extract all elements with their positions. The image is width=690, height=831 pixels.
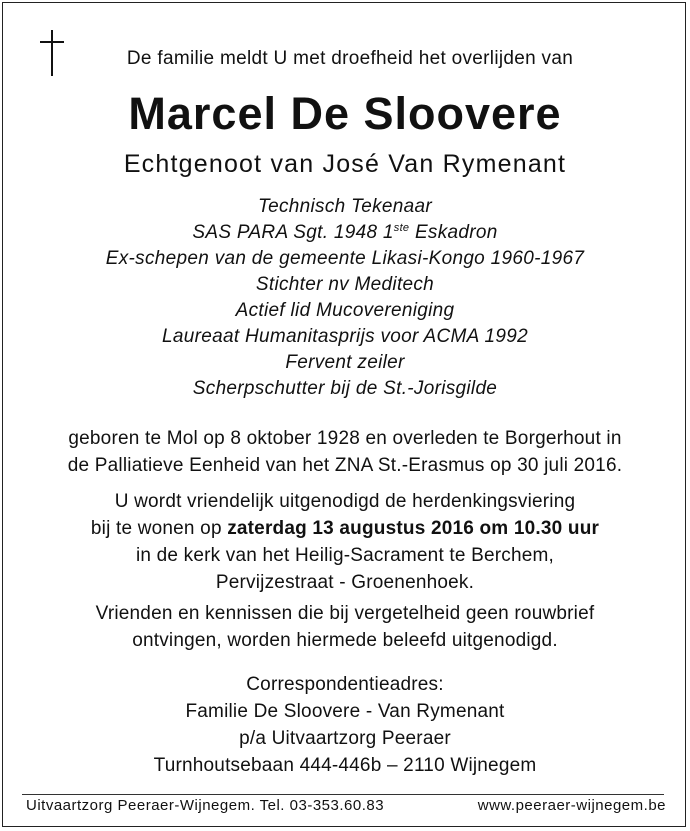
address-line: p/a Uitvaartzorg Peeraer bbox=[239, 728, 451, 749]
correspondence-label: Correspondentieadres: bbox=[246, 674, 444, 695]
birth-death-paragraph bbox=[0, 425, 690, 479]
title-superscript: ste bbox=[393, 222, 410, 234]
service-date: zaterdag 13 augustus 2016 om 10.30 uur bbox=[227, 518, 600, 539]
paragraph-line: de Palliatieve Eenheid van het ZNA St.-Erasmus op 30 juli 2016. bbox=[67, 455, 623, 476]
title-item: Fervent zeiler bbox=[285, 352, 405, 373]
footer-website: www.peeraer-wijnegem.be bbox=[477, 797, 666, 814]
notice-paragraph bbox=[0, 600, 690, 654]
footer-company: Uitvaartzorg Peeraer-Wijnegem. Tel. 03-353.60.83 bbox=[26, 797, 385, 814]
paragraph-line: U wordt vriendelijk uitgenodigd de herdenkingsviering bbox=[114, 491, 576, 512]
title-item: Stichter nv Meditech bbox=[255, 274, 435, 295]
title-item: Scherpschutter bij de St.-Jorisgilde bbox=[192, 378, 498, 399]
title-text: Eskadron bbox=[409, 222, 498, 243]
service-text: bij te wonen op bbox=[90, 518, 228, 539]
intro-text: De familie meldt U met droefheid het overlijden van bbox=[126, 48, 574, 69]
paragraph-line: Vrienden en kennissen die bij vergetelheid geen rouwbrief bbox=[95, 603, 595, 624]
paragraph-line bbox=[0, 515, 690, 542]
address-line: Turnhoutsebaan 444-446b – 2110 Wijnegem bbox=[153, 755, 537, 776]
service-paragraph bbox=[0, 488, 690, 596]
cross-icon bbox=[40, 30, 64, 78]
paragraph-line: geboren te Mol op 8 oktober 1928 en overleden te Borgerhout in bbox=[68, 428, 622, 449]
title-item: Ex-schepen van de gemeente Likasi-Kongo 1960-1967 bbox=[105, 248, 585, 269]
title-item bbox=[0, 220, 690, 246]
footer-divider bbox=[22, 794, 664, 795]
title-item: Laureaat Humanitasprijs voor ACMA 1992 bbox=[162, 326, 528, 347]
deceased-name: Marcel De Sloovere bbox=[128, 88, 562, 139]
title-text: SAS PARA Sgt. 1948 1 bbox=[192, 222, 394, 243]
paragraph-line: in de kerk van het Heilig-Sacrament te Berchem, bbox=[135, 545, 555, 566]
spouse-line: Echtgenoot van José Van Rymenant bbox=[123, 150, 567, 178]
paragraph-line: ontvingen, worden hiermede beleefd uitgenodigd. bbox=[132, 630, 558, 651]
title-item: Actief lid Mucovereniging bbox=[235, 300, 455, 321]
titles-list bbox=[0, 194, 690, 402]
paragraph-line: Pervijzestraat - Groenenhoek. bbox=[215, 572, 475, 593]
address-line: Familie De Sloovere - Van Rymenant bbox=[185, 701, 505, 722]
correspondence-address bbox=[0, 671, 690, 779]
title-item: Technisch Tekenaar bbox=[257, 196, 433, 217]
